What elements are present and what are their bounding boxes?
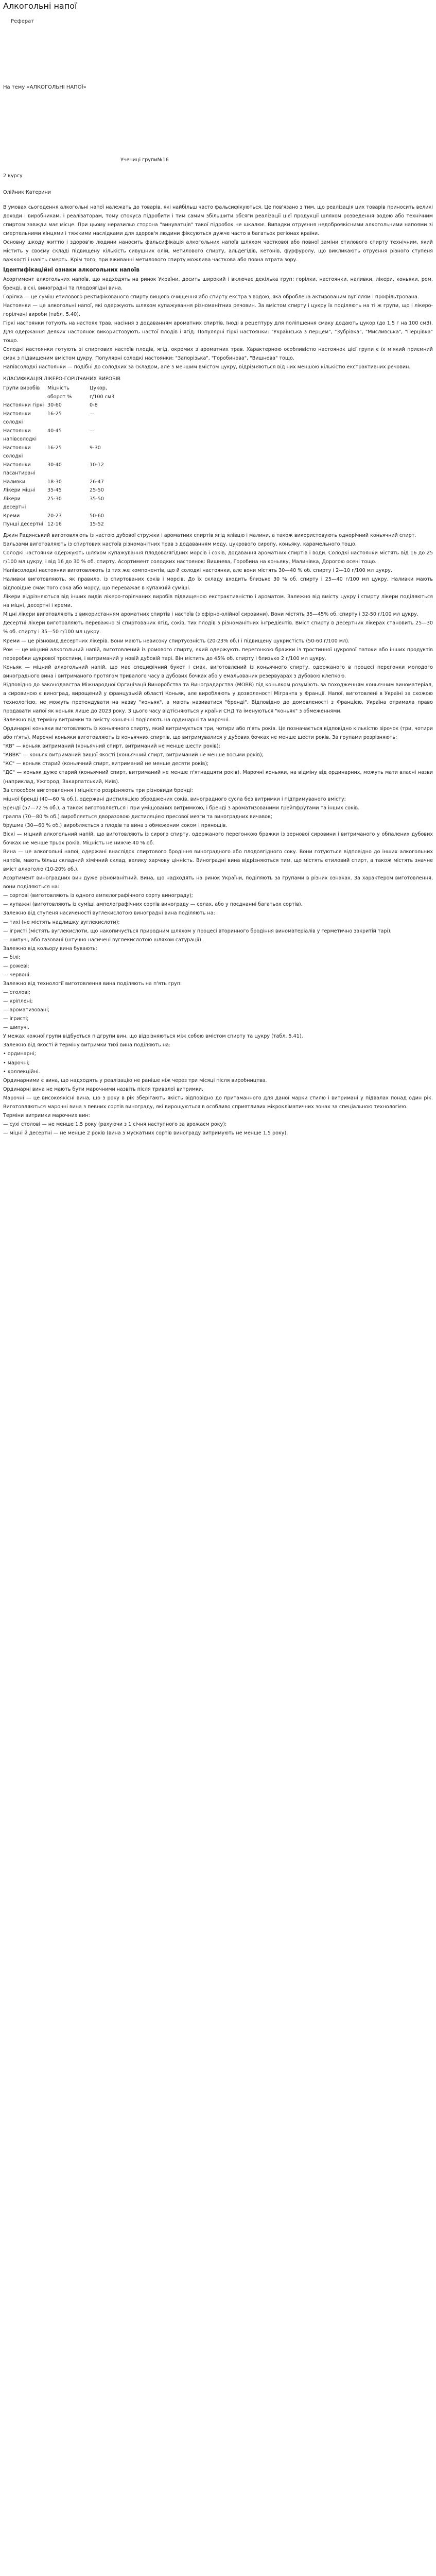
body-paragraph: Коньяк — міцний алкогольний напій, що має специфічний букет і смак, виготовлений із коньячного спирту, одержаного в процесі перегонки молодого виноградного вина і витриманого протягом тривалого часу в дубових бочках або у емальованих резервуарах з дубовою клепкою.	[3, 664, 433, 679]
list-item: "ДС" — коньяк дуже старий (коньячний спирт, витриманий не менше п'ятнадцяти років). Марочні коньяки, на відміну від ординарних, можуть мати власні назви (наприклад, Ужгород, Закарпатський, Київ).	[3, 770, 433, 785]
table-cell: 16-25	[47, 411, 62, 417]
list-item: — червоні.	[3, 972, 31, 978]
list-item: Залежно від ступеня насиченості вуглекислотою виноградні вина поділяють на:	[3, 910, 215, 917]
body-paragraph: Наливки виготовляють, як правило, із спиртованих соків і морсів. До їх складу входить близько 30 % об. спирту і 25—40 г/100 мл цукру. Наливки мають відповідне смак того сока або морсу, що переважає в купажній суміші.	[3, 577, 433, 591]
table-row	[3, 495, 124, 512]
table-row	[3, 401, 124, 410]
table-cell: 9-30	[90, 445, 101, 451]
body-paragraph: Напівсолодкі настоянки виготовляють (з тих же компонентів, що й солодкі настоянки, але вони містять 30—40 % об. спирту і 2—10 г/100 мл цукру.	[3, 568, 392, 574]
body-paragraph: Міцні лікери виготовляють з використанням ароматних спиртів і настоїв (з ефірно-олійної сировини). Вони містять 35—45% об. спирту і 32-50 г/100 мл цукру.	[3, 612, 418, 618]
list-item: Залежно від технології виготовлення вина поділяють на п'ять груп:	[3, 980, 182, 987]
list-item: — шипучі.	[3, 1025, 29, 1031]
table-row	[3, 427, 124, 444]
table-cell: Лікери міцні	[3, 487, 36, 494]
intro-paragraph: В умовах сьогодення алкогольні напої належать до товарів, які найбільш часто фальсифікуються. Це пов'язано з тим, що реалізація цих товарів приносить великі доходи і виробникам, і реалізаторам, тому спокуса підробити і тим самим збільшити обсяги реалізації цієї продукції шляхом розведення водою або технічним спиртом завжди має місце. При цьому неразильо сторона "винуватців" такої підробок не шкалює. Випадки отруєння недоброякісними алкогольними напоями зі смертельними кінцями і тяжкими наслідками для здоров'я людини фіксуються дужче часто в багатьох регіонах країни.	[3, 204, 433, 236]
body-paragraph: Джин Радянський виготовляють із настою дубової стружки і ароматних спиртів ягід ялівцю і малини, а також використовують однорічний коньячний спирт.	[3, 532, 416, 538]
cognac-section	[3, 716, 433, 786]
table-cell: Настоянки пасантирані	[3, 462, 36, 477]
table-cell: 15-52	[90, 521, 104, 528]
body-paragraph: Бренді (57—72 % об.), а також виготовляється і при уміщованих витримкою, і бренді з ароматизованими грейпфрутами та інших соків.	[3, 805, 360, 811]
table-cell: 30-40	[47, 462, 62, 468]
table-cell: Пунші десертні	[3, 521, 43, 528]
table-cell: 10-12	[90, 462, 104, 468]
section-paragraph: Солодкі настоянки готують зі спиртових настоїв плодів, ягід, окремих з ароматних трав. Характерною особливістю настоянок цієї групи є їх м'який приємний смак з підвищеним вмістом цукру. Популярні солодкі настоянки: "Запорізька", "Горобинова", "Вишнева" тощо.	[3, 347, 433, 362]
section-paragraph: Гіркі настоянки готують на настоях трав, насіння з додаванням ароматних спиртів. Іноді в рецептуру для поліпшення смаку додають цукор (до 1,5 г на 100 см3). Для одержання деяких настоянок використовують настої плодів і ягід. Популярні гіркі настоянки: "Українська з перцем", "Зубрівка", "Мисливська", "Перцівка" тощо.	[3, 320, 433, 344]
body-paragraph: Десертні лікери виготовляють переважно зі спиртованих ягід, соків, тих плодів з різноманітних інгредієнтів. Вміст спирту в десертних лікерах становить 25—30 % об. спирту і 35—50 г/100 мл цукру.	[3, 620, 433, 635]
body-paragraph: У межах кожної групи відбується підгрупи вин, що відрізняються між собою вмістом спирту та цукру (табл. 5.41).	[3, 1033, 303, 1040]
table-header-row	[3, 384, 124, 401]
document-topic: На тему «АЛКОГОЛЬНІ НАПОЇ»	[3, 84, 86, 90]
intro-section	[3, 203, 433, 264]
section-heading: Ідентифікаційні ознаки алкогольних напоїв	[3, 267, 139, 274]
mid-section	[3, 531, 433, 716]
course-line: 2 курсу	[3, 173, 23, 179]
classification-title: КЛАСИФІКАЦІЯ ЛІКЕРО-ГОРІЛЧАНИХ ВИРОБІВ	[3, 376, 121, 382]
section-paragraph: Напівсолодкі настоянки — подібні до солодких за складом, але з меншим вмістом цукру, відрізняються від них меншою кількістю екстрактивних речовин.	[3, 364, 411, 370]
body-paragraph: Віскі — міцний алкогольний напій, що виготовляють із сирого спирту, одержаного перегонкою бражки із зернової сировини і витриманого у обпалених дубових бочках не менше трьох років. Міцність не нижче 40 % об.	[3, 831, 433, 846]
body-paragraph: Асортимент виноградних вин дуже різноманітний. Вина, що надходять на ринок України, поділяють за групами в різних ознаках. За характером виготовлення, вони поділяються на:	[3, 875, 433, 890]
classification-table	[3, 384, 124, 529]
brandy-section	[3, 786, 433, 892]
list-item: — ігристі (містять вуглекислоти, що накопичується природним шляхом у процесі вторинного бродіння виноматеріалів у герметично закритій тарі);	[3, 928, 392, 934]
list-item: Залежно від кольору вина бувають:	[3, 945, 97, 952]
table-row	[3, 461, 124, 478]
table-header-cell: Міцність оборот %	[47, 385, 72, 400]
table-row	[3, 486, 124, 495]
table-cell: Настоянки напівсолодкі	[3, 428, 37, 443]
table-cell: Лікери десертні	[3, 496, 26, 511]
table-cell: 0-8	[90, 402, 98, 409]
body-paragraph: Лікери відрізняються від інших видів лікеро-горілчаних виробів підвищеною екстрактивністю і ароматом. Залежно від вмісту цукру і спирту лікери поділяються на міцні, десертні і креми.	[3, 594, 433, 609]
body-paragraph: Бальзами виготовляють із спиртових настоїв різноманітних трав з додаванням меду, цукрового сиропу, коньяку, карамельного тощо.	[3, 541, 357, 547]
table-row	[3, 478, 124, 487]
table-cell: 35-45	[47, 487, 62, 494]
table-cell: Настоянки солодкі	[3, 445, 31, 460]
body-paragraph: Терміни витримки марочних вин:	[3, 1112, 90, 1118]
student-line: Учениці групи№16	[120, 157, 169, 163]
body-paragraph: Залежно від якості й терміну витримки тихі вина поділяють на:	[3, 1042, 171, 1048]
list-item: — тихі (не містять надлишку вуглекислоти);	[3, 919, 120, 925]
table-cell: 12-16	[47, 521, 62, 528]
body-paragraph: Ординарні коньяки виготовляють із коньячного спирту, який витримується три, чотири або п'ять років. Це позначається відповідно кількістю зірочок (три, чотири або п'ять). Марочні коньяки виготовляють із коньячних спиртів, що витримувалися у дубових бочках не менше шести років. За групами розрізняють:	[3, 726, 433, 741]
list-item: "КВ" — коньяк витриманий (коньячний спирт, витриманий не менше шести років);	[3, 743, 220, 750]
section-paragraph: Настоянки — це алкогольні напої, які одержують шляхом купажування різноманітних речовин. За вмістом спирту і цукру їх поділяють на ті ж групи, що і лікеро-горілчані вироби (табл. 5.40).	[3, 302, 433, 317]
table-cell: 50-60	[90, 513, 104, 519]
body-paragraph: Ординарними є вина, що надходять у реалізацію не раніше ніж через три місяці після виробництва.	[3, 1077, 267, 1083]
body-paragraph: Марочні — це високоякісні вина, що з року в рік зберігають якість відповідно до притаманного для даної марки стилю і витримані у підвалах понад один рік. Виготовляються марочні вина з певних сортів винограду, які вирощуються в особливо сприятливих мікрокліматичних зонах за спеціальною технологією.	[3, 1095, 433, 1110]
table-cell: Настоянки солодкі	[3, 411, 31, 426]
list-item: — рожеві;	[3, 963, 29, 969]
table-cell: —	[90, 428, 95, 434]
list-item: — білі;	[3, 954, 21, 960]
table-cell: 18-30	[47, 479, 62, 485]
body-paragraph: • коллекційні.	[3, 1069, 40, 1075]
list-item: — сортові (виготовляють із одного ампелографічного сорту винограду);	[3, 893, 193, 899]
table-cell: 26-47	[90, 479, 104, 485]
table-cell: Настоянки гіркі	[3, 402, 44, 409]
spacer	[3, 197, 433, 203]
list-item: — ігристі;	[3, 1016, 29, 1022]
table-cell: 25-30	[47, 496, 62, 502]
list-item: — столові;	[3, 990, 30, 996]
author-line: Олійник Катерини	[3, 189, 51, 195]
body-paragraph: Відповідно до законодавства Міжнародної Організації Виноробства та Виноградарства (МОВВ) під коньяком розуміють за походженням коньячним виноматеріал, а сировиною є виноград, вирощений у французькій області Коньяк, але виробляють у дозволеності Мігранта у Франції. Напої, виготовлені в Україні за схожою технологією, не можуть претендувати на назву "коньяк", а мають називатися "бренді". Відповідно до домовленості з Францією, Україна отримала право продавати напої як коньяк лише до 2023 року. З цього часу відтісняються у країни СНД та іменуються "коньяк" з обмеженнями.	[3, 682, 433, 715]
table-header-cell: Групи виробів	[3, 385, 40, 392]
list-item: — ароматизовані;	[3, 1007, 50, 1013]
body-paragraph: міцної бренді (40—60 % об.), одержані дистиляцією зброджених соків, виноградного сусла без витримки і підтримуваного вмісту;	[3, 796, 346, 802]
table-cell: 30-60	[47, 402, 62, 409]
table-cell: 20-23	[47, 513, 62, 519]
list-item: — шипучі, або газовані (штучно насичені вуглекислотою шляхом сатурації).	[3, 937, 203, 943]
list-item: — кріплені;	[3, 998, 33, 1005]
list-item: "КС" — коньяк старий (коньячний спирт, витриманий не менше десяти років);	[3, 761, 209, 767]
body-paragraph: Залежно від терміну витримки та вмісту коньячні поділяють на ординарні та марочні.	[3, 717, 230, 723]
table-cell: 25-50	[90, 487, 104, 494]
body-paragraph: • марочні;	[3, 1060, 30, 1066]
list-item: — купажні (виготовляють із суміші ампелографічних сортів винограду — селах, або у поєднанні багатьох сортів).	[3, 902, 303, 908]
body-paragraph: Вина — це алкогольні напої, одержані внаслідок спиртового бродіння виноградного або плодоягідного соку. Вони готуються відповідно до інших алкогольних напоїв, мають більш складний хімічний склад, велику харчову цінність. Виноградні вина відрізняються тим, що містять етиловий спирт, а також містять значне вміст алкоголю (10-20% об.).	[3, 849, 433, 873]
table-cell: 40-45	[47, 428, 62, 434]
table-row	[3, 520, 124, 529]
body-paragraph: • ординарні;	[3, 1051, 36, 1057]
document-subtitle: Реферат	[11, 18, 34, 24]
intro-paragraph: Основну шкоду життю і здоров'ю людини наносить фальсифікація алкогольних напоїв шляхом часткової або повної заміни етилового спирту технічним, який містить у своєму складі підвищену кількість сивушних олій, метилового спирту, альдегідів, кетонів, фурфуролу, що викликають отруєння різного ступеня важкості і навіть смерть. Крім того, при вживанні метилового спирту можлива часткова або повна втрата зору.	[3, 239, 433, 263]
table-row	[3, 444, 124, 461]
table-cell: 16-25	[47, 445, 62, 451]
section-paragraph: Горілка — це суміш етилового ректифікованого спирту вищого очищення або спирту екстра з водою, яка оброблена активованим вугіллям і профільтрована.	[3, 294, 419, 300]
table-row	[3, 512, 124, 521]
body-paragraph: — міцні й десертні — не менше 2 років (вина з мускатних сортів винограду витримують не менше 1,5 року).	[3, 1130, 288, 1137]
body-paragraph: За способом виготовлення і міцністю розрізняють три різновиди бренді:	[3, 787, 193, 793]
wine-list-section	[3, 891, 433, 1032]
table-cell: 35-50	[90, 496, 104, 502]
document-page	[0, 0, 436, 1158]
body-paragraph: гралпа (70—80 % об.) виробляється дворазовою дистиляцією пресової мезги та виноградних вичавок;	[3, 814, 273, 820]
table-cell: Наливки	[3, 479, 26, 485]
body-paragraph: Ординарні вина не мають бути марочними назвіть після тривалої витримки.	[3, 1086, 204, 1092]
body-paragraph: Креми — це різновид десертних лікерів. Вони мають невисоку спиртуозність (20-23% об.) і підвищену цукристість (50-60 г/100 мл).	[3, 638, 350, 644]
section-paragraph: Асортимент алкогольних напоїв, що надходять на ринок України, досить широкий і включає декілька груп: горілки, настоянки, наливки, лікери, коньяки, ром, бренді, віскі, виноградні та плодоягідні вина.	[3, 276, 433, 291]
section1-body	[3, 275, 433, 372]
body-paragraph: брушма (30—60 % об.) виробляється з плодів та вина з обмеженим соком і прянощів.	[3, 822, 228, 828]
body-paragraph: Ром — це міцний алкогольний напій, виготовлений із ромового спирту, який одержують перегонкою бражки із тростинної цукрової патоки або інших продуктів переробки цукрової тростини, і витриманий у новій дубовій тарі. Він містить до 45% об. спирту і близько 2 г/100 мл цукру.	[3, 647, 433, 662]
table-row	[3, 410, 124, 427]
table-header-cell: Цукор, г/100 см3	[90, 385, 115, 400]
end-section	[3, 1032, 433, 1138]
body-paragraph: Солодкі настоянки одержують шляхом купажування плодово/ягідних морсів і соків, додавання ароматних спиртів і води. Солодкі настоянки містять від 16 до 25 г/100 мл цукру, і від 16 до 30 % об. спирту. Асортимент солодких настоянок: Вишнева, Горобина на коньяку, Малинівка, Дорогою осені тощо.	[3, 550, 433, 565]
body-paragraph: — сухі столові — не менше 1,5 року (рахуючи з 1 січня наступного за врожаєм року);	[3, 1121, 227, 1127]
list-item: "КВВК" — коньяк витриманий вищої якості (коньячний спирт, витриманий не менше восьми років);	[3, 752, 264, 758]
table-cell: —	[90, 411, 95, 417]
table-cell: Креми	[3, 513, 20, 519]
document-title: Алкогольні напої	[3, 1, 77, 11]
